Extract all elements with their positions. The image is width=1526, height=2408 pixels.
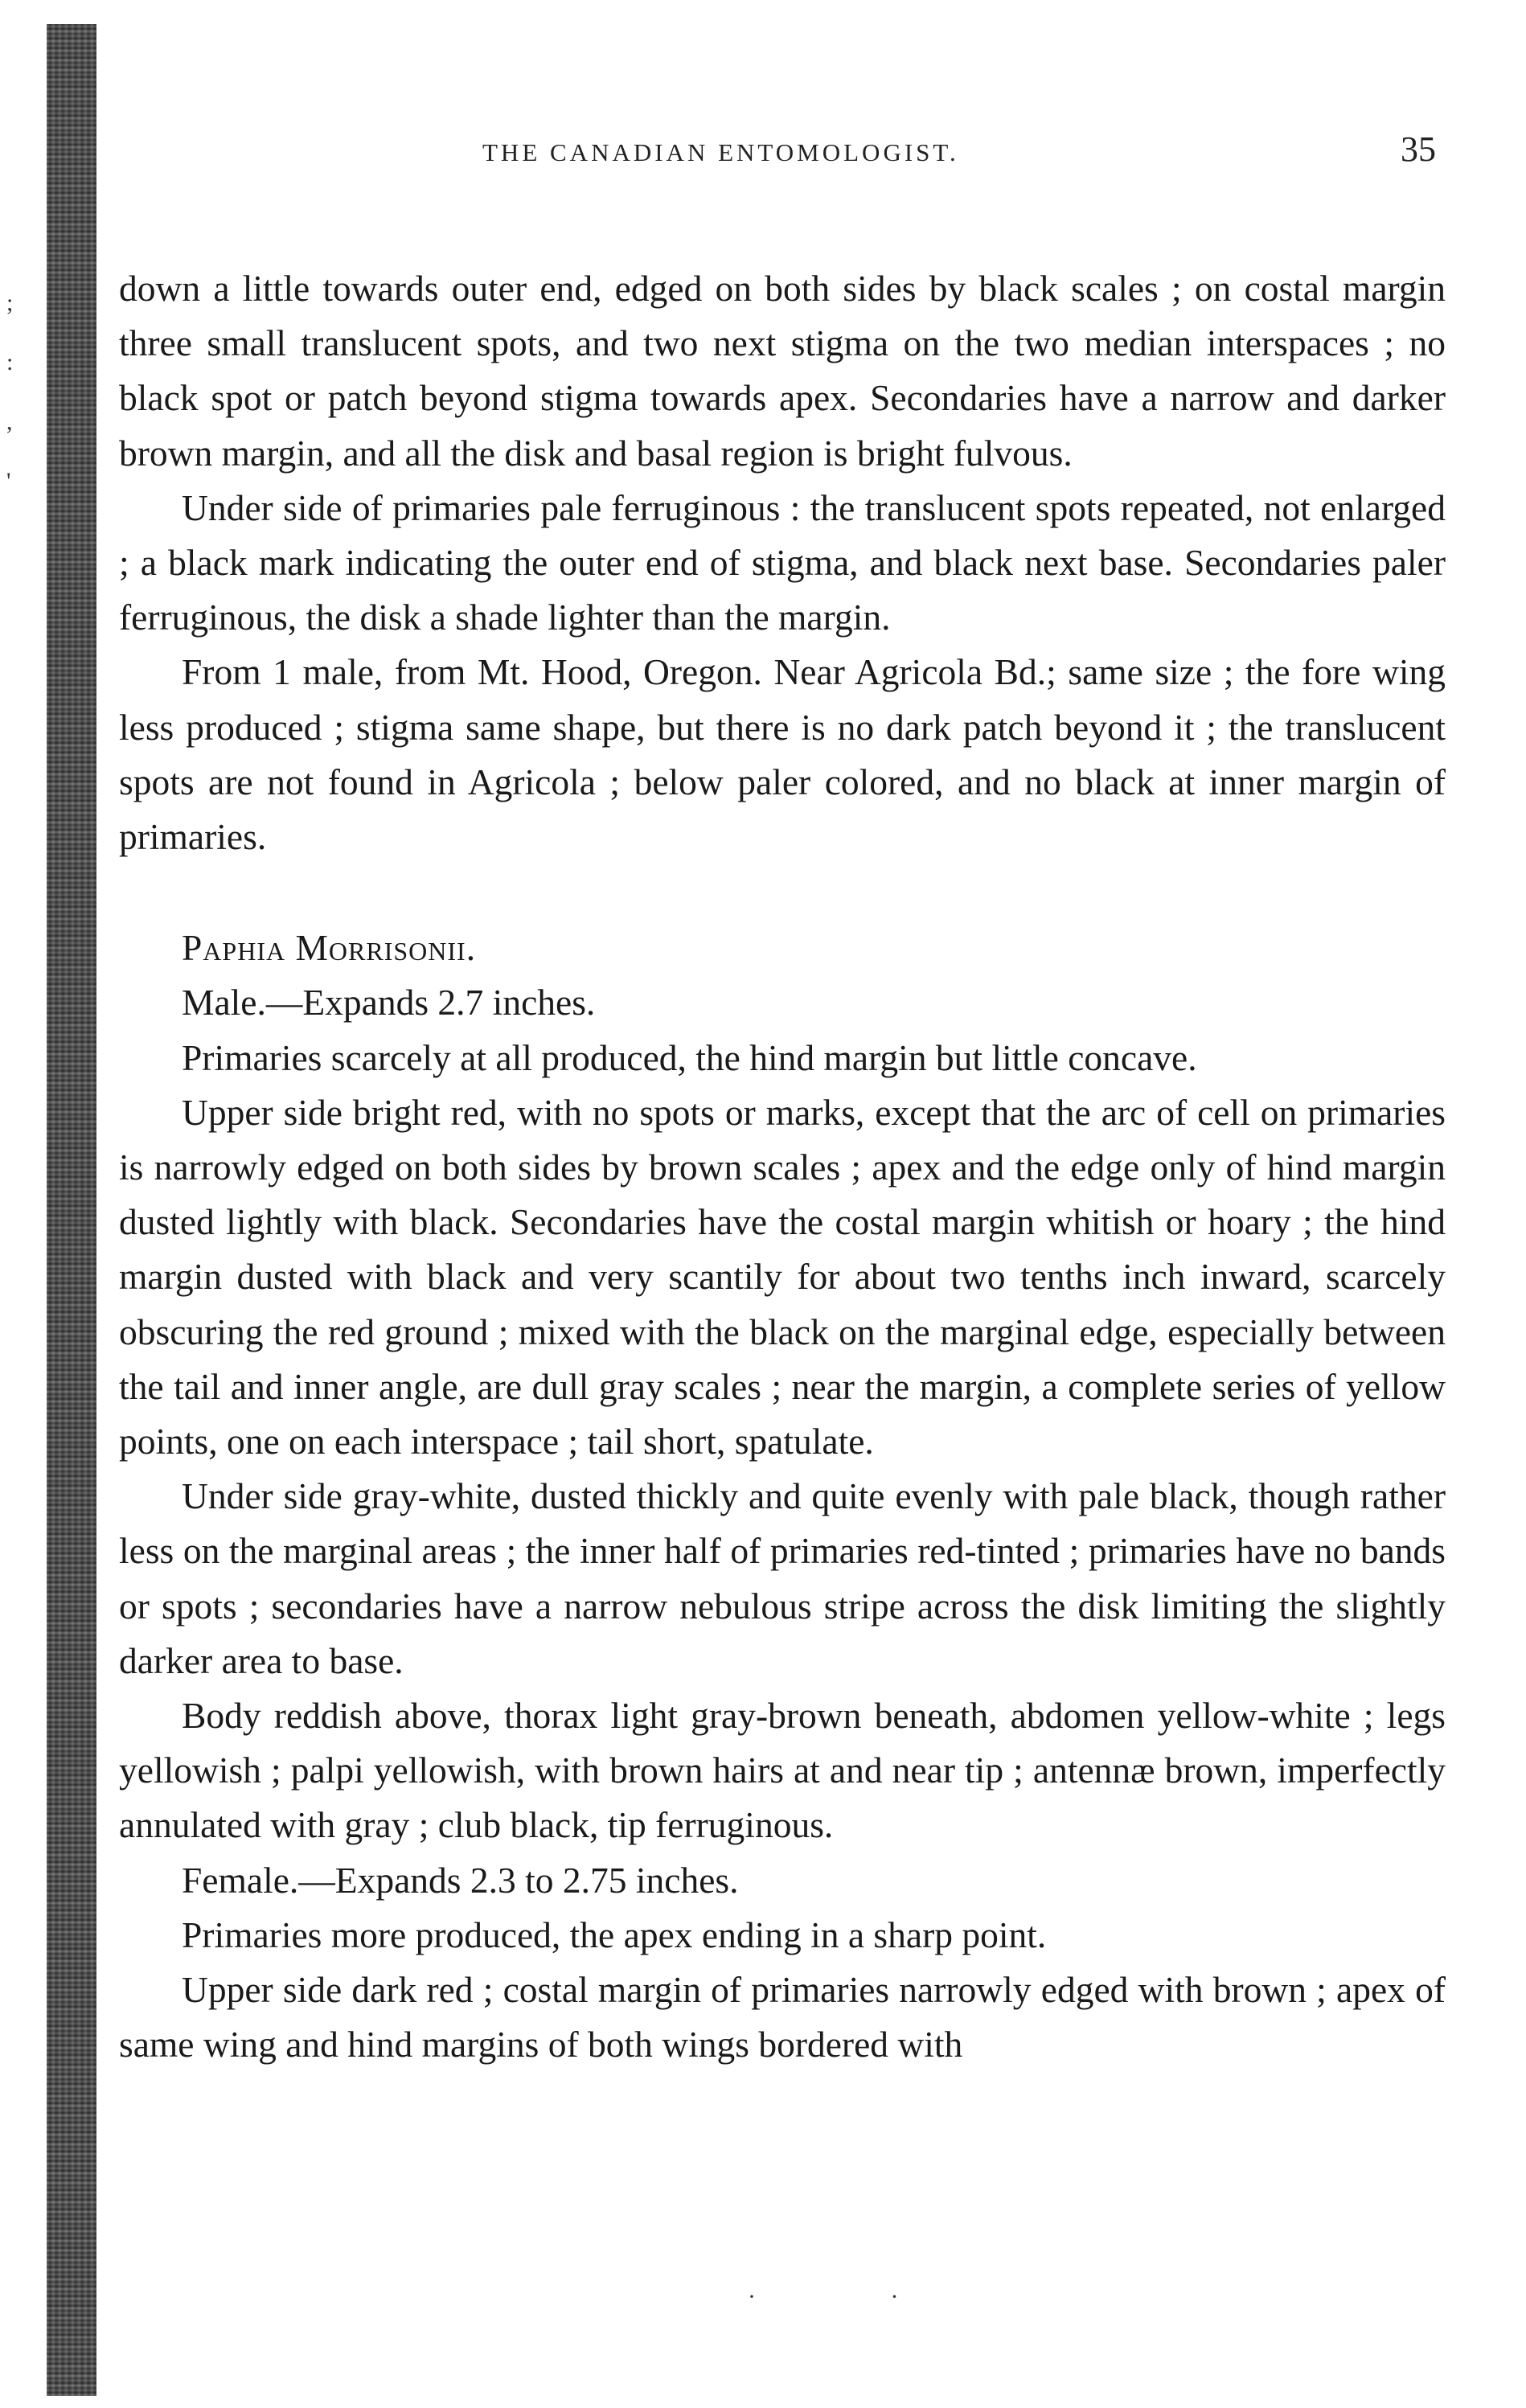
- paragraph-female-primaries: Primaries more produced, the apex ending in a sharp point.: [182, 1914, 1047, 1955]
- species-heading: Paphia Morrisonii.: [182, 927, 477, 969]
- paragraph-upper-side: Upper side bright red, with no spots or marks, except that the arc of cell on primaries is narrowly edged on both sides by brown scales ; apex and the edge only of hind margin dusted lightly with black. Secondaries have the costal margin whitish or hoary ; the hind margin dusted with black and very scantily for about two tenths inch inward, scarcely obscuring the red ground ; mixed with the black on the marginal edge, especially between the tail and inner angle, are dull gray scales ; near the margin, a complete series of yellow points, one on each interspace ; tail short, spatulate.: [119, 1091, 1446, 1462]
- book-binding-edge: [47, 24, 96, 2396]
- paragraph-body: Body reddish above, thorax light gray-brown beneath, abdomen yellow-white ; legs yellowish ; palpi yellowish, with brown hairs at and near tip ; antennæ brown, imperfectly annulated with gray ; club black, tip ferruginous.: [119, 1695, 1446, 1846]
- margin-specks: ; : , ': [6, 289, 14, 494]
- paragraph-primaries: Primaries scarcely at all produced, the hind margin but little concave.: [182, 1036, 1197, 1078]
- paragraph-under-side: Under side gray-white, dusted thickly and quite evenly with pale black, though rather less on the marginal areas ; the inner half of primaries red-tinted ; primaries have no bands or spots ; secondaries have a narrow nebulous stripe across the disk limiting the slightly darker area to base.: [119, 1475, 1446, 1681]
- page-number: 35: [1401, 129, 1436, 169]
- paragraph-locality: From 1 male, from Mt. Hood, Oregon. Near Agricola Bd.; same size ; the fore wing less produced ; stigma same shape, but there is no dark patch beyond it ; the translucent spots are not found in Agricola ; below paler colored, and no black at inner margin of primaries.: [119, 651, 1446, 858]
- paragraph-underside: Under side of primaries pale ferruginous : the translucent spots repeated, not enlarged ; a black mark indicating the outer end of stigma, and black next base. Secondaries paler ferruginous, the disk a shade lighter than the margin.: [119, 486, 1446, 638]
- bottom-specks: · ·: [748, 2283, 963, 2310]
- running-head: THE CANADIAN ENTOMOLOGIST.: [482, 138, 959, 166]
- paragraph-continued: down a little towards outer end, edged on both sides by black scales ; on costal margin three small translucent spots, and two next stigma on the two median interspaces ; no black spot or patch beyond stigma towards apex. Secondaries have a narrow and darker brown margin, and all the disk and basal region is bright fulvous.: [119, 268, 1446, 474]
- paragraph-female-upper-side: Upper side dark red ; costal margin of primaries narrowly edged with brown ; apex of same wing and hind margins of both wings bordered with: [119, 1969, 1446, 2065]
- page-body: [119, 261, 1446, 2073]
- female-expanse: Female.—Expands 2.3 to 2.75 inches.: [182, 1859, 739, 1901]
- male-expanse: Male.—Expands 2.7 inches.: [182, 982, 596, 1024]
- section-gap: [119, 864, 1446, 921]
